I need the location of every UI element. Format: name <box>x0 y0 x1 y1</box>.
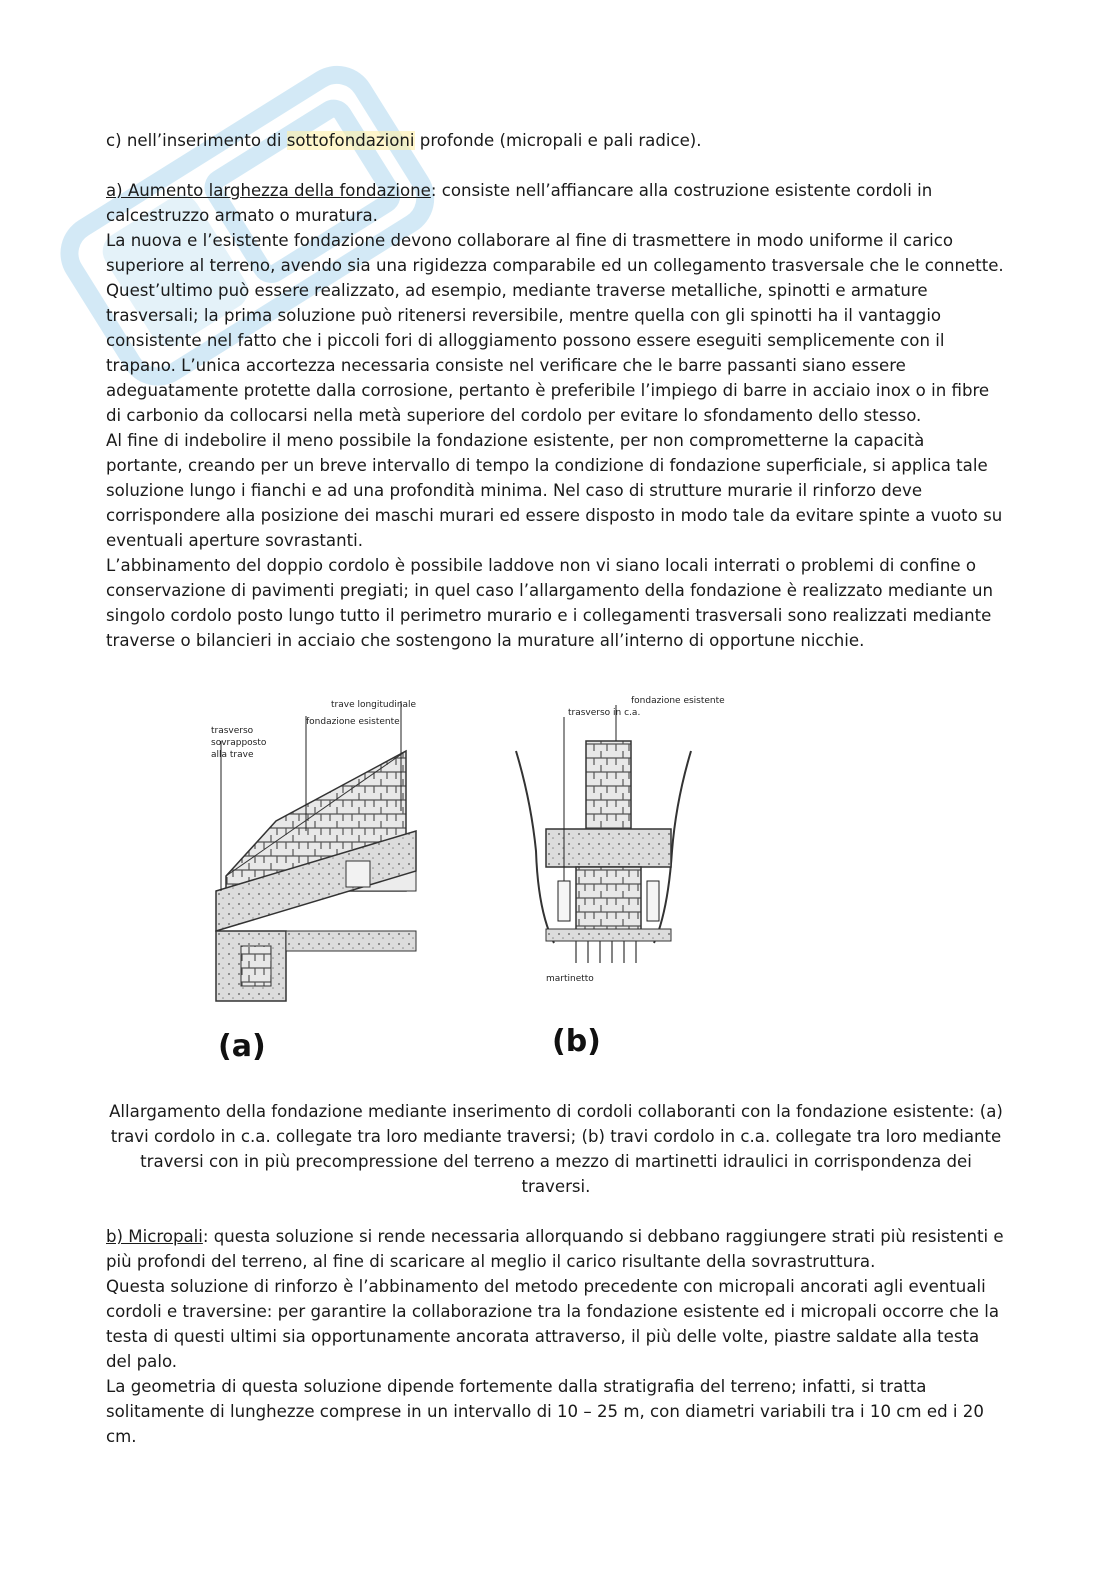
label-martinetto: martinetto <box>546 974 594 984</box>
figure-a-drawing <box>211 700 417 1064</box>
section-a-paragraph: La nuova e l’esistente fondazione devono collaborare al fine di trasmettere in modo uniforme il carico superiore al terreno, avendo sia una rigidezza comparabile ed un collegamento trasversale che le connette. Quest’ultimo può essere realizzato, ad esempio, mediante traverse metalliche, spinotti e armature trasversali; la prima soluzione può ritenersi reversibile, mentre quella con gli spinotti ha il vantaggio consistente nel fatto che i piccoli fori di alloggiamento possono essere eseguiti semplicemente con il trapano. L’unica accortezza necessaria consiste nel verificare che le barre passanti siano essere adeguatamente protette dalla corrosione, pertanto è preferibile l’impiego di barre in acciaio inox o in fibre di carbonio da collocarsi nella metà superiore del cordolo per evitare lo sfondamento dello stesso. <box>106 231 1004 425</box>
label-trasverso-3: alla trave <box>211 750 254 760</box>
section-b-paragraph: Questa soluzione di rinforzo è l’abbinamento del metodo precedente con micropali ancorati agli eventuali cordoli e traversine: per garantire la collaborazione tra la fondazione esistente ed i micropali occorre che la testa di questi ultimi sia opportunamente ancorata attraverso, il più delle volte, piastre saldate alla testa del palo. <box>106 1277 1000 1371</box>
label-trasverso-2: sovrapposto <box>211 738 267 748</box>
highlighted-word: sottofondazioni <box>286 131 415 150</box>
figure-a-label: (a) <box>218 1029 266 1064</box>
intro-line-c: c) nell’inserimento di sottofondazioni profonde (micropali e pali radice). <box>106 131 702 150</box>
label-fondazione-esistente-b: fondazione esistente <box>631 696 725 706</box>
figure-caption: Allargamento della fondazione mediante inserimento di cordoli collaboranti con la fondazione esistente: (a) travi cordolo in c.a. collegate tra loro mediante traversi; (b) travi cordolo in c.a. collegate tra loro mediante traversi con in più precompressione del terreno a mezzo di martinetti idraulici in corrispondenza dei traversi. <box>109 1102 1003 1196</box>
section-a-heading: a) Aumento larghezza della fondazione <box>106 181 431 200</box>
label-trasverso-1: trasverso <box>211 726 254 736</box>
foundation-diagram <box>106 681 1006 1081</box>
figure-b-drawing <box>516 696 725 1059</box>
label-trave-longitudinale: trave longitudinale <box>331 700 417 710</box>
figure-b-label: (b) <box>552 1024 601 1059</box>
section-b-paragraph: La geometria di questa soluzione dipende fortemente dalla stratigrafia del terreno; infatti, si tratta solitamente di lunghezze comprese in un intervallo di 10 – 25 m, con diametri variabili tra i 10 cm ed i 20 cm. <box>106 1377 984 1446</box>
section-a-paragraph: L’abbinamento del doppio cordolo è possibile laddove non vi siano locali interrati o problemi di confine o conservazione di pavimenti pregiati; in quel caso l’allargamento della fondazione è realizzato mediante un singolo cordolo posto lungo tutto il perimetro murario e i collegamenti trasversali sono realizzati mediante traverse o bilancieri in acciaio che sostengono la murature all’interno di opportune nicchie. <box>106 556 994 650</box>
section-a-intro: a) Aumento larghezza della fondazione: consiste nell’affiancare alla costruzione esistente cordoli in calcestruzzo armato o muratura. <box>106 181 933 225</box>
section-a-paragraph: Al fine di indebolire il meno possibile la fondazione esistente, per non comprometterne la capacità portante, creando per un breve intervallo di tempo la condizione di fondazione superficiale, si applica tale soluzione lungo i fianchi e ad una profondità minima. Nel caso di strutture murarie il rinforzo deve corrispondere alla posizione dei maschi murari ed essere disposto in modo tale da evitare spinte a vuoto su eventuali aperture sovrastanti. <box>106 431 1003 550</box>
label-fondazione-esistente-a: fondazione esistente <box>306 717 400 727</box>
document-page <box>106 128 1006 1449</box>
label-trasverso-ca: trasverso in c.a. <box>568 708 641 718</box>
section-b-heading: b) Micropali <box>106 1227 203 1246</box>
section-b-intro: b) Micropali: questa soluzione si rende necessaria allorquando si debbano raggiungere strati più resistenti e più profondi del terreno, al fine di scaricare al meglio il carico risultante della sovrastruttura. <box>106 1227 1004 1271</box>
foundation-figure <box>106 681 1006 1081</box>
